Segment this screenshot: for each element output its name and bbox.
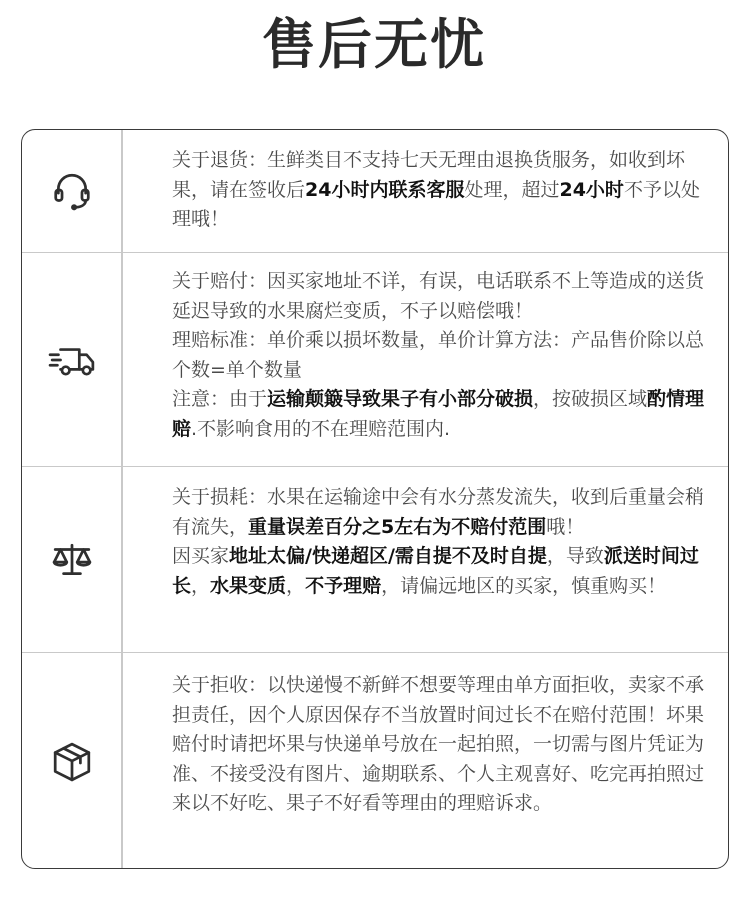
body-text: ，	[191, 574, 211, 597]
body-text: ，请偏远地区的买家，慎重购买！	[381, 574, 667, 597]
highlight-text: 地址太偏/快递超区/需自提不及时自提	[229, 545, 547, 567]
body-text: 关于损耗：水果在运输途中会有水分蒸发流失，收到后重量会稍有流失，	[172, 486, 705, 538]
body-text: 处理，超过	[464, 178, 560, 201]
body-text: ，	[286, 574, 306, 597]
body-text: 注意：由于	[172, 388, 268, 410]
balance-scale-icon	[22, 467, 121, 653]
highlight-text: 运输颠簸导致果子有小部分破损	[267, 388, 534, 410]
body-text: 关于拒收：以快递慢不新鲜不想要等理由单方面拒收，卖家不承担责任，因个人原因保存不当放置时间过长不在赔付范围！坏果赔付时请把坏果与快递单号放在一起拍照，一切需与图片凭证为准、不接受没有图片、逾期联系、个人主观喜好、吃完再拍照过来以不好吃、果子不好看等理由的理赔诉求。	[172, 674, 705, 814]
highlight-text: 不予理赔	[305, 574, 382, 597]
returns-text	[172, 146, 718, 235]
package-box-icon	[22, 653, 121, 869]
body-text: .不影响食用的不在理赔范围内.	[191, 417, 451, 440]
loss-text	[172, 483, 718, 601]
body-text: 因买家	[172, 545, 230, 567]
body-text: ，导致	[546, 545, 604, 567]
highlight-text: 24小时	[559, 178, 624, 201]
body-text: 不予以处理哦！	[172, 178, 700, 230]
delivery-truck-icon	[22, 253, 121, 467]
highlight-text: 派送时间过长	[172, 545, 699, 597]
highlight-text: 水果变质	[210, 574, 287, 597]
headset-icon	[22, 130, 121, 252]
compensation-text	[172, 267, 718, 444]
refusal-row	[22, 652, 728, 869]
returns-row	[22, 130, 728, 252]
highlight-text: 酌情理赔	[172, 388, 705, 440]
body-text: ，按破损区域	[533, 388, 648, 410]
highlight-text: 24小时内联系客服	[305, 178, 465, 201]
body-text: 理赔标准：单价乘以损坏数量，单价计算方法：产品售价除以总个数=单个数量	[172, 329, 705, 381]
compensation-row	[22, 252, 728, 467]
body-text: 哦！	[546, 515, 585, 538]
page-title: 售后无忧	[262, 13, 486, 76]
after-sales-card	[21, 129, 729, 869]
body-text: 关于退货：生鲜类目不支持七天无理由退换货服务，如收到坏果，请在签收后	[172, 149, 686, 201]
refusal-text	[172, 671, 718, 819]
loss-row	[22, 466, 728, 653]
highlight-text: 重量误差百分之5左右为不赔付范围	[248, 515, 547, 538]
body-text: 关于赔付：因买家地址不详，有误，电话联系不上等造成的送货延迟导致的水果腐烂变质，不子以赔偿哦！	[172, 270, 705, 322]
